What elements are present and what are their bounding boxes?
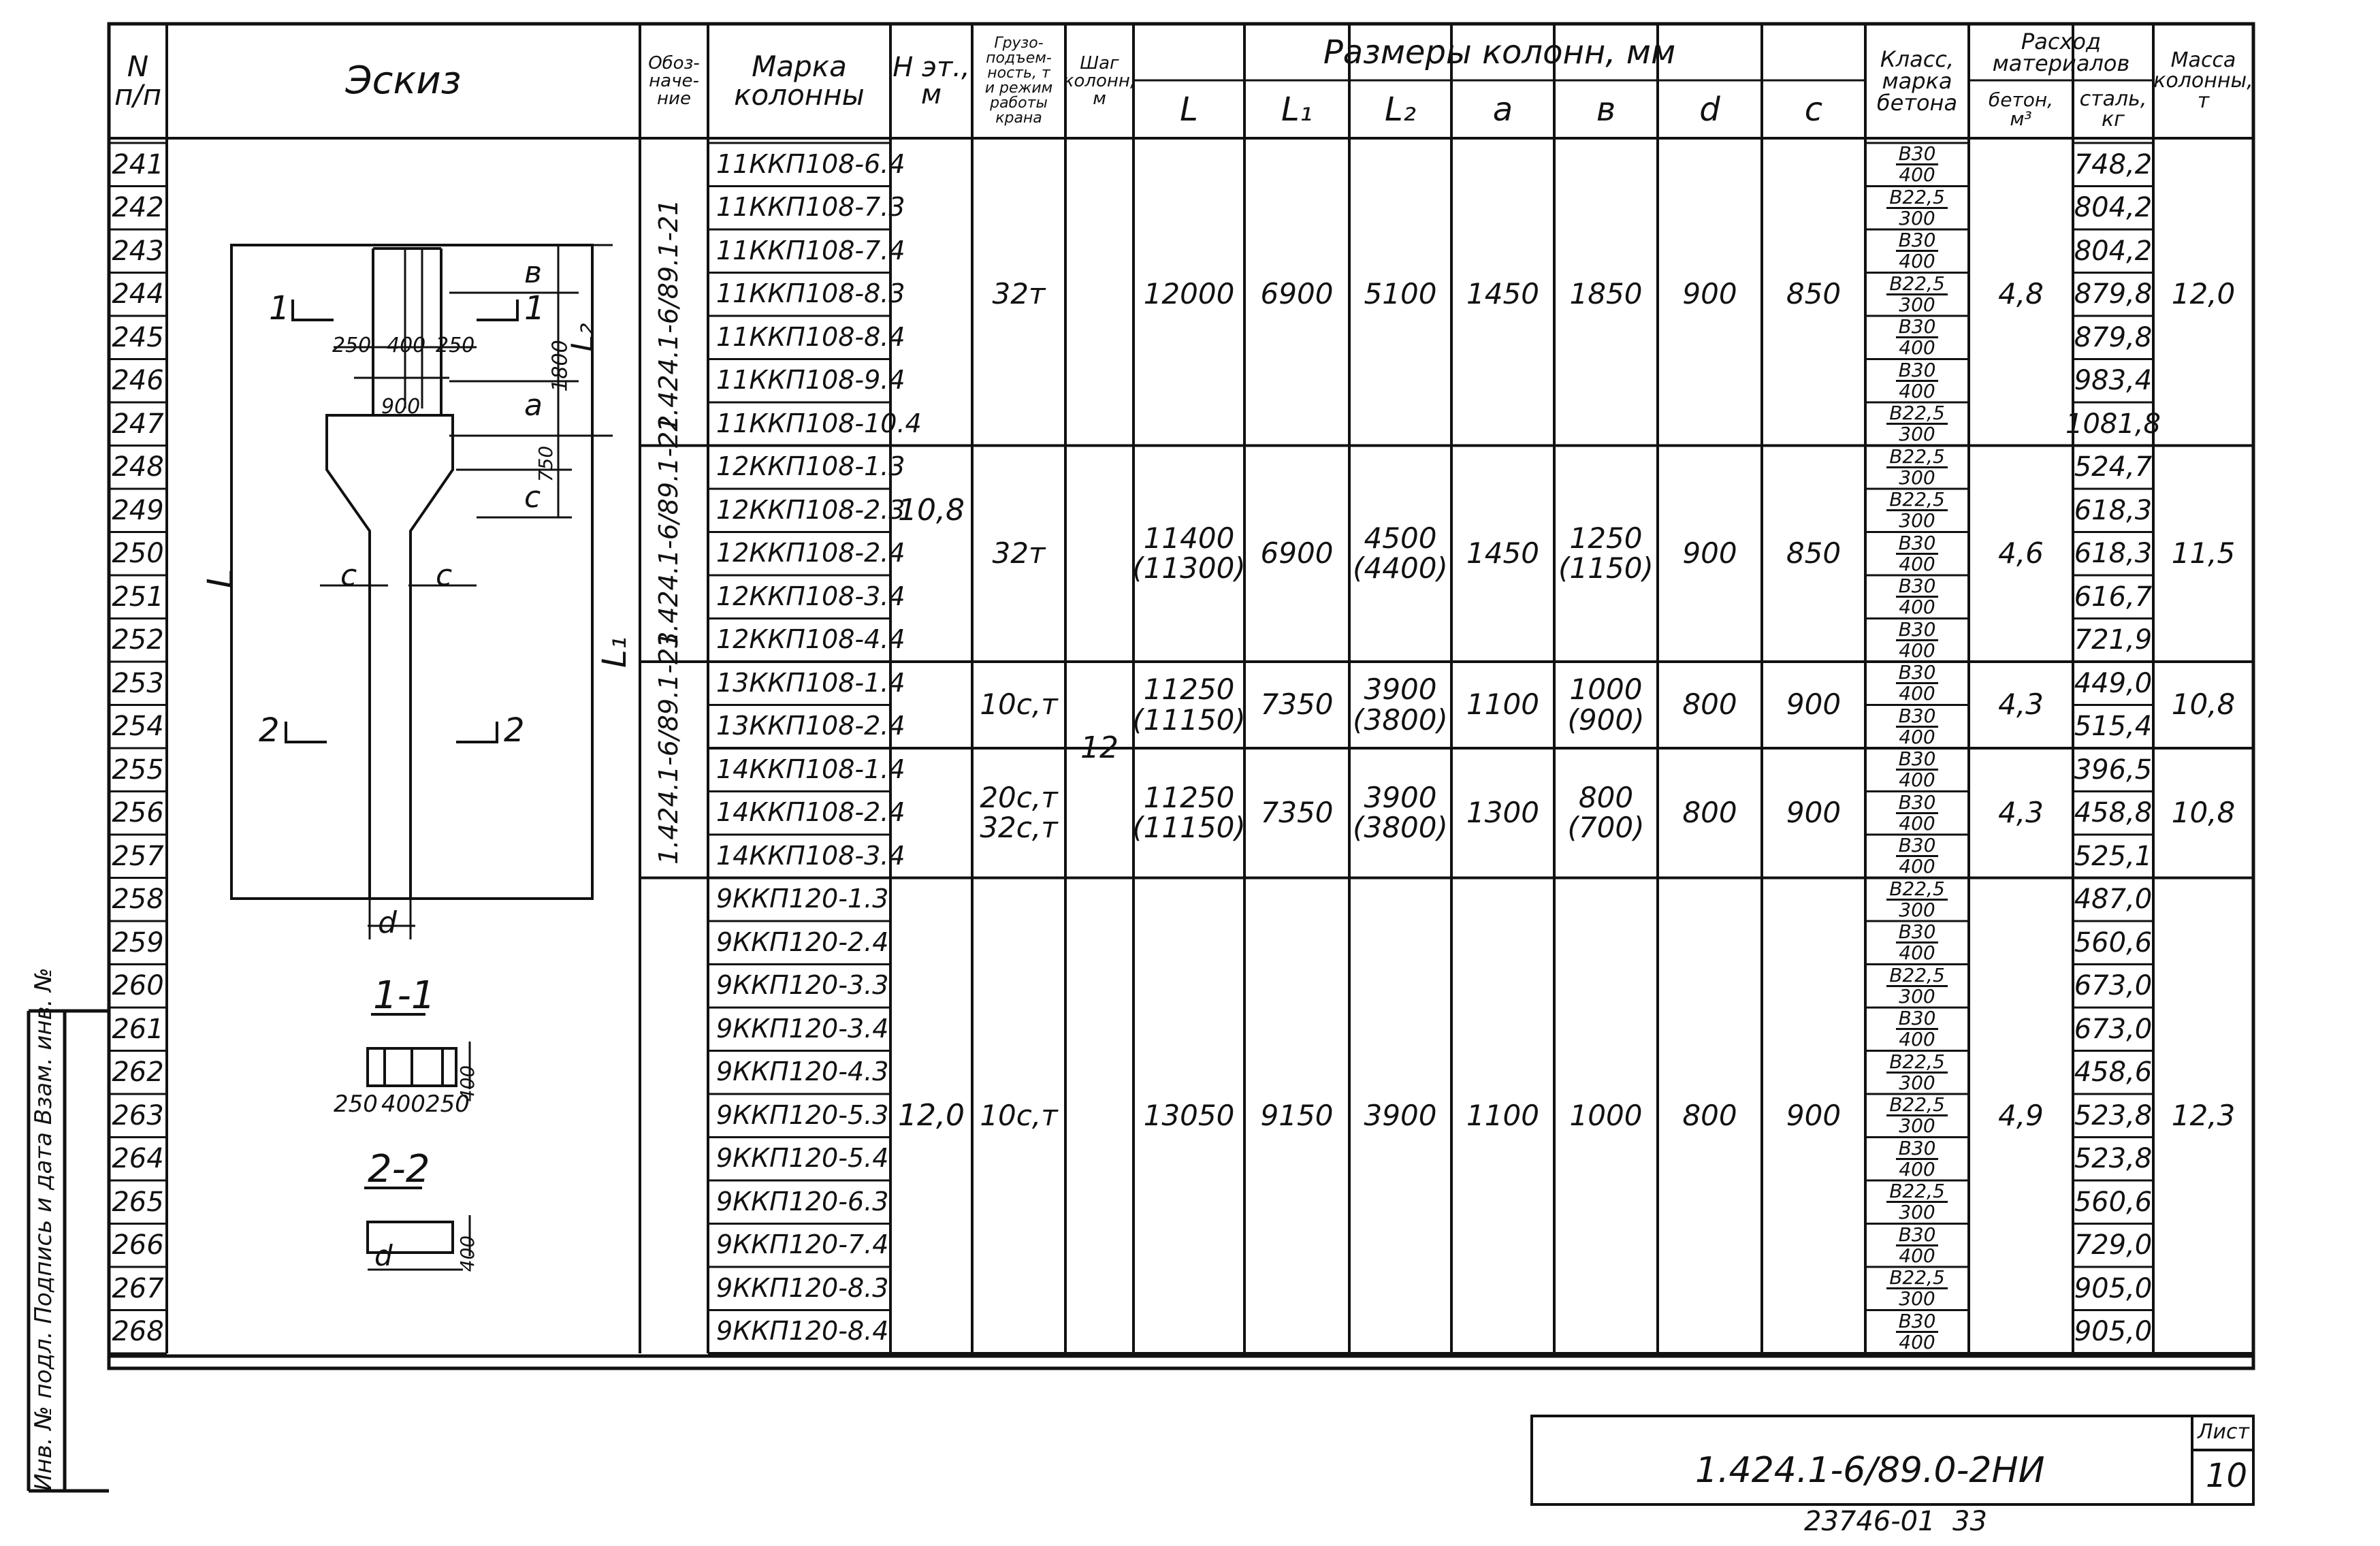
sketch-label-b: в (524, 255, 542, 290)
group-dim-L: 12000 (1143, 277, 1235, 311)
header-step: Шаг колонн, м (1063, 53, 1136, 109)
header-mass: Масса колонны, т (2153, 48, 2253, 113)
row-number: 246 (112, 365, 164, 397)
group-dim-L: 11400 (11300) (1132, 521, 1246, 585)
row-concrete-class (1865, 965, 1969, 1008)
row-concrete-class (1865, 575, 1969, 619)
class-grade: В30 (1896, 317, 1939, 338)
group-dim-L: 11250 (11150) (1132, 673, 1246, 737)
group-dim-b: 1000 (900) (1567, 673, 1645, 737)
row-steel: 523,8 (2074, 1143, 2153, 1175)
class-mark: 400 (1899, 250, 1935, 273)
row-mark: 11ККП108-7.4 (716, 235, 905, 265)
header-dim-6: c (1804, 90, 1823, 129)
row-mark: 9ККП120-2.4 (716, 927, 889, 957)
row-steel: 729,0 (2074, 1229, 2153, 1261)
group-dim-d: 800 (1682, 796, 1737, 830)
row-concrete-class (1865, 446, 1969, 489)
class-grade: В30 (1896, 707, 1939, 728)
row-concrete-class (1865, 1310, 1969, 1354)
row-mark: 11ККП108-7.3 (716, 192, 905, 223)
class-grade: В30 (1896, 1139, 1939, 1160)
group-dim-b: 1250 (1150) (1558, 521, 1654, 585)
group-dim-L1: 9150 (1260, 1098, 1334, 1132)
header-n-pp: N п/п (114, 50, 162, 112)
sheet-number: 10 (2206, 1457, 2248, 1495)
sketch-label-d: d (378, 905, 397, 940)
row-mark: 9ККП120-3.4 (716, 1013, 889, 1044)
row-concrete-class (1865, 921, 1969, 965)
row-concrete-class (1865, 662, 1969, 705)
row-mark: 9ККП120-6.3 (716, 1186, 889, 1217)
row-steel: 560,6 (2074, 1186, 2153, 1218)
row-steel: 449,0 (2074, 667, 2153, 699)
group-dim-L1: 6900 (1260, 277, 1334, 311)
header-h-floor: Н эт., м (892, 52, 970, 110)
header-dim-4: в (1596, 90, 1616, 129)
footer-number: 23746-01 33 (1804, 1506, 1987, 1537)
row-steel: 458,6 (2074, 1057, 2153, 1089)
section-2-2-title: 2-2 (368, 1147, 430, 1191)
row-concrete-class (1865, 835, 1969, 878)
class-mark: 400 (1899, 1157, 1935, 1180)
group-dim-d: 900 (1682, 536, 1737, 570)
group-capacity: 10с,т (980, 688, 1058, 722)
row-mark: 9ККП120-8.4 (716, 1316, 889, 1347)
class-mark: 300 (1899, 206, 1935, 229)
sketch-dim-750: 750 (534, 445, 558, 483)
section-2-2-dim-d: d (374, 1239, 393, 1272)
row-steel: 879,8 (2074, 321, 2153, 353)
row-number: 250 (112, 538, 164, 570)
row-steel: 396,5 (2074, 754, 2153, 786)
group-concrete-volume: 4,3 (1998, 688, 2044, 722)
row-mark: 13ККП108-2.4 (716, 711, 905, 741)
row-steel: 458,8 (2074, 797, 2153, 829)
row-concrete-class (1865, 1224, 1969, 1268)
row-mark: 14ККП108-2.4 (716, 797, 905, 828)
class-grade: В30 (1896, 793, 1939, 814)
row-number: 242 (112, 192, 164, 224)
row-concrete-class (1865, 1008, 1969, 1051)
cut-2-left: 2 (259, 711, 280, 750)
header-concrete-volume: бетон, м³ (1988, 88, 2054, 130)
row-mark: 13ККП108-1.4 (716, 667, 905, 698)
class-mark: 300 (1899, 293, 1935, 316)
sketch-label-a: a (524, 388, 543, 423)
group-dim-L: 13050 (1143, 1098, 1235, 1132)
column-step: 12 (1080, 730, 1119, 765)
row-mark: 9ККП120-1.3 (716, 884, 889, 914)
row-concrete-class (1865, 532, 1969, 576)
class-grade: В22,5 (1886, 1268, 1948, 1289)
row-mark: 11ККП108-10.4 (716, 408, 922, 438)
side-stamp: Инв. № подл. Подпись и дата Взам. инв. № (30, 967, 57, 1491)
group-dim-a: 1450 (1466, 277, 1539, 311)
group-dim-L1: 6900 (1260, 536, 1334, 570)
section-2-2-dim-400-vert: 400 (456, 1235, 479, 1272)
drawing-code: 1.424.1-6/89.0-2НИ (1695, 1450, 2045, 1491)
row-number: 251 (112, 581, 164, 613)
class-grade: В30 (1896, 144, 1939, 165)
row-concrete-class (1865, 878, 1969, 922)
row-mark: 9ККП120-8.3 (716, 1272, 889, 1303)
row-number: 255 (112, 754, 164, 786)
row-mark: 9ККП120-4.3 (716, 1057, 889, 1087)
class-mark: 400 (1899, 596, 1935, 619)
group-concrete-volume: 4,6 (1998, 536, 2044, 570)
row-number: 268 (112, 1316, 164, 1348)
header-dim-5: d (1699, 90, 1720, 129)
sketch-label-c-mid: c (436, 558, 453, 593)
group-dim-c: 850 (1786, 536, 1842, 570)
row-concrete-class (1865, 1051, 1969, 1095)
group-dim-L2: 4500 (4400) (1353, 521, 1448, 585)
group-dim-c: 900 (1786, 1098, 1842, 1132)
class-mark: 400 (1899, 769, 1935, 792)
group-designation: 1.424.1-6/89.1-23 (654, 631, 684, 865)
header-dims-title: Размеры колонн, мм (1323, 33, 1676, 71)
group-dim-d: 900 (1682, 277, 1737, 311)
class-mark: 300 (1899, 898, 1935, 921)
cut-1-left: 1 (269, 289, 290, 327)
group-mass: 10,8 (2171, 688, 2236, 722)
class-grade: В22,5 (1886, 274, 1948, 295)
group-dim-b: 1850 (1569, 277, 1643, 311)
class-grade: В30 (1896, 231, 1939, 252)
group-dim-c: 900 (1786, 796, 1842, 830)
class-grade: В30 (1896, 1312, 1939, 1333)
row-steel: 673,0 (2074, 1013, 2153, 1045)
sketch-label-c-right: c (524, 480, 541, 515)
group-concrete-volume: 4,8 (1998, 277, 2044, 311)
row-mark: 11ККП108-8.3 (716, 278, 905, 309)
row-mark: 9ККП120-5.4 (716, 1143, 889, 1174)
group-designation: 1.424.1-6/89.1-21 (654, 199, 684, 432)
class-mark: 400 (1899, 552, 1935, 575)
class-grade: В30 (1896, 361, 1939, 382)
group-dim-a: 1100 (1466, 1098, 1539, 1132)
row-concrete-class (1865, 402, 1969, 446)
class-grade: В22,5 (1886, 966, 1948, 987)
class-grade: В22,5 (1886, 880, 1948, 901)
class-grade: В22,5 (1886, 1182, 1948, 1203)
group-dim-L1: 7350 (1260, 688, 1334, 722)
row-concrete-class (1865, 619, 1969, 662)
row-number: 257 (112, 840, 164, 872)
row-concrete-class (1865, 187, 1969, 230)
sketch-dim-250-right: 250 (436, 334, 475, 357)
group-mass: 12,3 (2171, 1098, 2236, 1132)
row-number: 261 (112, 1013, 164, 1045)
row-number: 248 (112, 451, 164, 483)
row-concrete-class (1865, 359, 1969, 403)
row-number: 260 (112, 970, 164, 1002)
group-capacity: 10с,т (980, 1098, 1058, 1132)
class-mark: 400 (1899, 725, 1935, 748)
class-mark: 300 (1899, 1071, 1935, 1094)
row-number: 266 (112, 1229, 164, 1261)
group-capacity: 32т (992, 277, 1046, 311)
group-dim-a: 1450 (1466, 536, 1539, 570)
cut-1-right: 1 (524, 289, 545, 327)
row-concrete-class (1865, 1094, 1969, 1138)
class-mark: 400 (1899, 855, 1935, 878)
header-materials: Расход материалов (1992, 28, 2130, 76)
row-number: 254 (112, 711, 164, 743)
row-number: 267 (112, 1272, 164, 1304)
row-number: 258 (112, 884, 164, 916)
row-mark: 12ККП108-4.4 (716, 624, 905, 655)
cut-2-right: 2 (504, 711, 525, 750)
class-mark: 300 (1899, 1114, 1935, 1138)
class-mark: 300 (1899, 1287, 1935, 1310)
header-dim-1: L₁ (1281, 90, 1313, 129)
class-grade: В30 (1896, 534, 1939, 555)
group-dim-a: 1300 (1466, 796, 1539, 830)
row-concrete-class (1865, 273, 1969, 317)
sketch-label-L1: L₁ (595, 637, 634, 668)
group-capacity: 20с,т 32с,т (980, 781, 1058, 845)
header-concrete-class: Класс, марка бетона (1876, 46, 1958, 116)
class-mark: 300 (1899, 509, 1935, 532)
row-concrete-class (1865, 1267, 1969, 1310)
row-number: 247 (112, 408, 164, 440)
class-mark: 400 (1899, 379, 1935, 402)
row-steel: 804,2 (2074, 235, 2153, 267)
row-concrete-class (1865, 748, 1969, 792)
row-steel: 560,6 (2074, 927, 2153, 959)
row-number: 253 (112, 667, 164, 699)
class-grade: В22,5 (1886, 490, 1948, 511)
class-grade: В30 (1896, 1225, 1939, 1246)
class-mark: 400 (1899, 682, 1935, 705)
sheet-label: Лист (2198, 1420, 2250, 1444)
row-steel: 1081,8 (2065, 408, 2161, 440)
row-mark: 12ККП108-2.4 (716, 538, 905, 568)
row-number: 245 (112, 321, 164, 353)
class-grade: В30 (1896, 1009, 1939, 1030)
row-steel: 804,2 (2074, 192, 2153, 224)
h-floor-120: 12,0 (898, 1097, 965, 1133)
row-concrete-class (1865, 143, 1969, 187)
group-dim-c: 900 (1786, 688, 1842, 722)
row-steel: 515,4 (2074, 711, 2153, 743)
row-number: 249 (112, 494, 164, 526)
class-mark: 400 (1899, 941, 1935, 965)
row-number: 263 (112, 1099, 164, 1131)
row-steel: 525,1 (2074, 840, 2153, 872)
group-concrete-volume: 4,3 (1998, 796, 2044, 830)
row-number: 259 (112, 927, 164, 959)
sketch-label-c-left: c (340, 558, 357, 593)
group-dim-L2: 3900 (3800) (1353, 673, 1448, 737)
row-concrete-class (1865, 489, 1969, 532)
row-steel: 983,4 (2074, 365, 2153, 397)
group-dim-c: 850 (1786, 277, 1842, 311)
row-number: 243 (112, 235, 164, 267)
row-mark: 12ККП108-2.3 (716, 494, 905, 525)
row-number: 265 (112, 1186, 164, 1218)
group-dim-L2: 3900 (1364, 1098, 1437, 1132)
row-number: 256 (112, 797, 164, 829)
h-floor-108: 10,8 (898, 492, 965, 528)
row-number: 252 (112, 624, 164, 656)
class-grade: В30 (1896, 577, 1939, 598)
class-mark: 300 (1899, 466, 1935, 489)
row-mark: 9ККП120-5.3 (716, 1099, 889, 1130)
group-designation: 1.424.1-6/89.1-22 (654, 415, 684, 648)
row-steel: 618,3 (2074, 494, 2153, 526)
row-concrete-class (1865, 229, 1969, 273)
header-designation: Обоз- наче- ние (648, 53, 700, 109)
row-mark: 9ККП120-3.3 (716, 970, 889, 1001)
group-mass: 12,0 (2171, 277, 2236, 311)
header-sketch: Эскиз (345, 59, 462, 103)
row-steel: 523,8 (2074, 1099, 2153, 1131)
row-mark: 11ККП108-6.4 (716, 148, 905, 179)
group-mass: 10,8 (2171, 796, 2236, 830)
class-mark: 400 (1899, 639, 1935, 662)
row-number: 241 (112, 148, 164, 180)
group-dim-b: 800 (700) (1567, 781, 1645, 845)
header-mark: Марка колонны (734, 50, 865, 112)
row-mark: 12ККП108-3.4 (716, 581, 905, 611)
header-dim-3: a (1492, 90, 1513, 129)
class-grade: В22,5 (1886, 447, 1948, 468)
class-mark: 300 (1899, 1201, 1935, 1224)
row-steel: 748,2 (2074, 148, 2153, 180)
group-dim-L2: 5100 (1364, 277, 1437, 311)
class-grade: В22,5 (1886, 1052, 1948, 1074)
section-1-1-dim-250-right: 250 (425, 1091, 470, 1118)
header-dim-2: L₂ (1385, 90, 1416, 129)
class-mark: 300 (1899, 984, 1935, 1008)
class-grade: В30 (1896, 750, 1939, 771)
row-steel: 487,0 (2074, 884, 2153, 916)
row-concrete-class (1865, 792, 1969, 835)
row-steel: 618,3 (2074, 538, 2153, 570)
class-mark: 400 (1899, 811, 1935, 835)
row-number: 262 (112, 1057, 164, 1089)
class-grade: В30 (1896, 663, 1939, 684)
row-steel: 905,0 (2074, 1272, 2153, 1304)
group-dim-L2: 3900 (3800) (1353, 781, 1448, 845)
header-capacity: Грузо- подъем- ность, т и режим работы крана (984, 35, 1053, 127)
sketch-dim-900: 900 (381, 395, 421, 419)
row-mark: 14ККП108-1.4 (716, 754, 905, 784)
row-steel: 673,0 (2074, 970, 2153, 1002)
sketch-label-L: L (200, 568, 242, 589)
row-concrete-class (1865, 705, 1969, 749)
row-mark: 12ККП108-1.3 (716, 451, 905, 482)
row-number: 244 (112, 278, 164, 310)
sketch-label-L2: L₂ (565, 323, 600, 352)
row-mark: 14ККП108-3.4 (716, 840, 905, 871)
group-dim-a: 1100 (1466, 688, 1539, 722)
group-capacity: 32т (992, 536, 1046, 570)
row-number: 264 (112, 1143, 164, 1175)
row-concrete-class (1865, 1138, 1969, 1181)
row-steel: 616,7 (2074, 581, 2153, 613)
row-steel: 905,0 (2074, 1316, 2153, 1348)
group-mass: 11,5 (2171, 536, 2236, 570)
group-dim-L: 11250 (11150) (1132, 781, 1246, 845)
row-steel: 524,7 (2074, 451, 2153, 483)
class-grade: В30 (1896, 836, 1939, 857)
class-grade: В22,5 (1886, 1095, 1948, 1116)
class-grade: В30 (1896, 620, 1939, 641)
row-mark: 9ККП120-7.4 (716, 1229, 889, 1260)
group-dim-d: 800 (1682, 1098, 1737, 1132)
sketch-dim-250-left: 250 (332, 334, 372, 357)
group-dim-L1: 7350 (1260, 796, 1334, 830)
row-steel: 879,8 (2074, 278, 2153, 310)
group-concrete-volume: 4,9 (1998, 1098, 2044, 1132)
section-1-1-dim-400-mid: 400 (381, 1091, 425, 1118)
section-1-1-title: 1-1 (373, 973, 436, 1018)
class-mark: 400 (1899, 1330, 1935, 1353)
header-steel: сталь, кг (2079, 86, 2147, 131)
class-mark: 400 (1899, 163, 1935, 187)
class-mark: 400 (1899, 1244, 1935, 1267)
header-dim-0: L (1180, 90, 1198, 129)
sketch-dim-1800: 1800 (548, 340, 573, 392)
class-mark: 400 (1899, 336, 1935, 359)
class-mark: 300 (1899, 423, 1935, 446)
row-concrete-class (1865, 1180, 1969, 1224)
group-dim-b: 1000 (1569, 1098, 1643, 1132)
class-grade: В22,5 (1886, 404, 1948, 425)
row-steel: 721,9 (2074, 624, 2153, 656)
sketch-dim-400: 400 (387, 334, 426, 357)
group-dim-d: 800 (1682, 688, 1737, 722)
section-1-1-dim-250-left: 250 (334, 1091, 378, 1118)
row-mark: 11ККП108-9.4 (716, 365, 905, 396)
row-mark: 11ККП108-8.4 (716, 321, 905, 352)
class-mark: 400 (1899, 1028, 1935, 1051)
section-1-1-dim-400-vert: 400 (456, 1065, 479, 1102)
class-grade: В30 (1896, 922, 1939, 944)
row-concrete-class (1865, 316, 1969, 359)
class-grade: В22,5 (1886, 188, 1948, 209)
